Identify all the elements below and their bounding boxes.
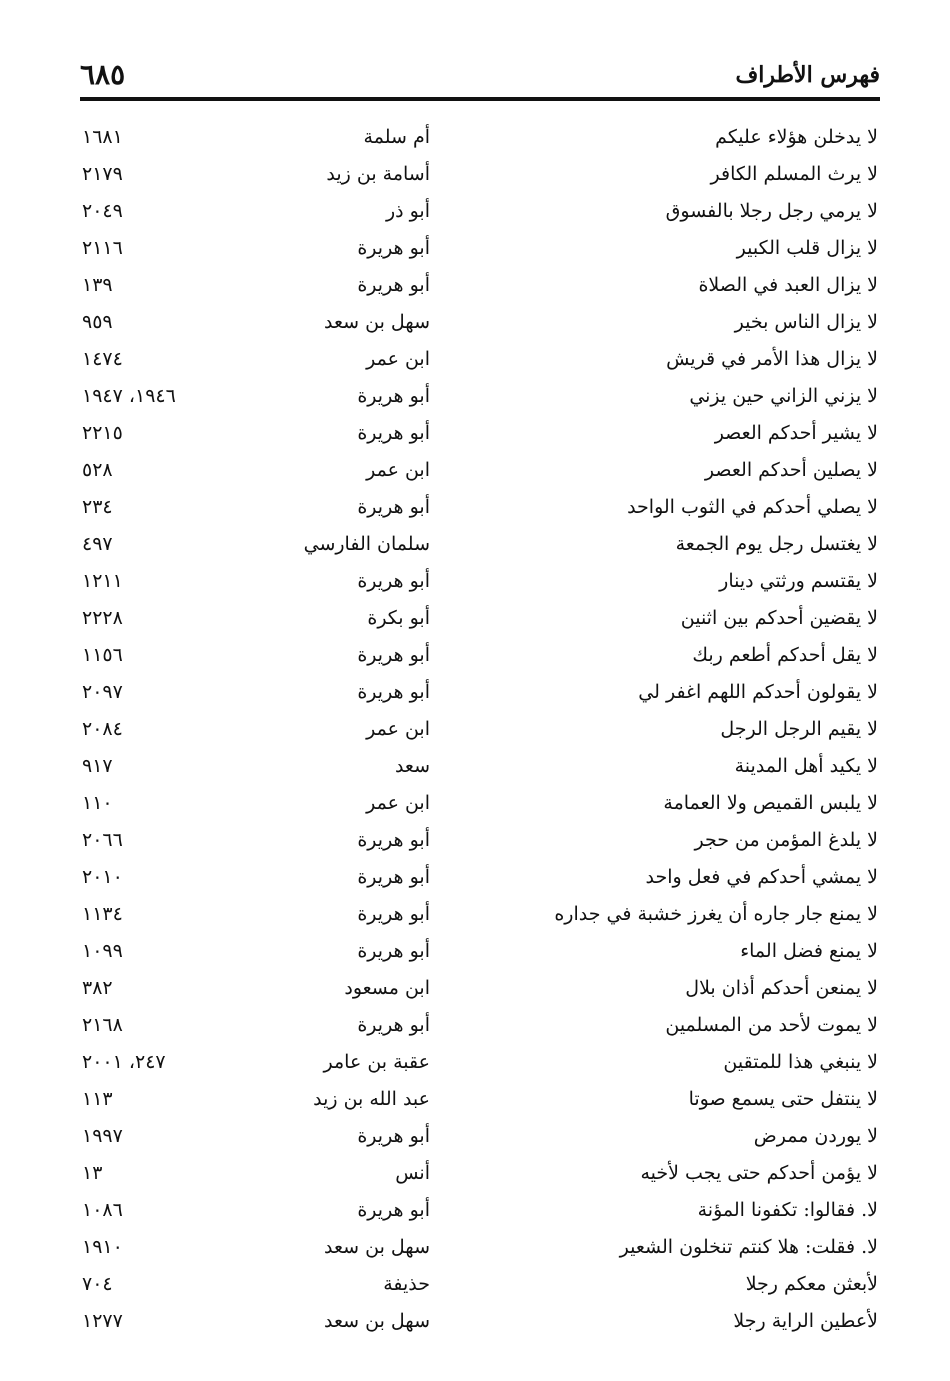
hadith-number: ٢٠٦٦ <box>82 829 123 851</box>
index-row <box>80 340 880 377</box>
index-row <box>80 118 880 155</box>
hadith-number: ٢٢١٥ <box>82 422 123 444</box>
narrator-name: ابن عمر <box>366 718 430 740</box>
narrator-name: عقبة بن عامر <box>323 1051 430 1073</box>
hadith-opening: لا يؤمن أحدكم حتى يجب لأخيه <box>640 1162 878 1184</box>
index-row <box>80 673 880 710</box>
hadith-opening: لا يرمي رجل رجلا بالفسوق <box>665 200 878 222</box>
hadith-number: ١٠٩٩ <box>82 940 123 962</box>
index-row <box>80 821 880 858</box>
hadith-number: ٥٢٨ <box>82 459 113 481</box>
index-row <box>80 1080 880 1117</box>
index-row <box>80 229 880 266</box>
hadith-number: ١٩٤٦، ١٩٤٧ <box>82 385 176 407</box>
narrator-name: ابن عمر <box>366 348 430 370</box>
index-row <box>80 969 880 1006</box>
hadith-opening: لا يزال قلب الكبير <box>736 237 878 259</box>
narrator-name: عبد الله بن زيد <box>313 1088 430 1110</box>
narrator-name: أبو هريرة <box>357 644 430 666</box>
hadith-opening: لا يغتسل رجل يوم الجمعة <box>675 533 878 555</box>
narrator-name: ابن عمر <box>366 792 430 814</box>
index-row <box>80 525 880 562</box>
index-row <box>80 414 880 451</box>
hadith-number: ٢٣٤ <box>82 496 113 518</box>
hadith-number: ١١٣ <box>82 1088 113 1110</box>
narrator-name: أبو هريرة <box>357 274 430 296</box>
index-row <box>80 303 880 340</box>
hadith-number: ١٤٧٤ <box>82 348 123 370</box>
index-row <box>80 1006 880 1043</box>
narrator-name: سهل بن سعد <box>324 1310 430 1332</box>
hadith-opening: لا يزال العبد في الصلاة <box>698 274 878 296</box>
hadith-number: ١١٥٦ <box>82 644 123 666</box>
narrator-name: أبو هريرة <box>357 940 430 962</box>
index-row <box>80 1228 880 1265</box>
hadith-number: ٢٢٢٨ <box>82 607 123 629</box>
hadith-opening: لا. فقالوا: تكفونا المؤنة <box>697 1199 878 1221</box>
index-row <box>80 451 880 488</box>
page-title: فهرس الأطراف <box>735 62 880 88</box>
index-row <box>80 1117 880 1154</box>
narrator-name: أبو هريرة <box>357 1125 430 1147</box>
hadith-number: ٢٤٧، ٢٠٠١ <box>82 1051 166 1073</box>
index-row <box>80 895 880 932</box>
hadith-number: ٧٠٤ <box>82 1273 113 1295</box>
page-number: ٦٨٥ <box>80 58 126 91</box>
index-row <box>80 1043 880 1080</box>
hadith-number: ٢١٦٨ <box>82 1014 123 1036</box>
index-row <box>80 599 880 636</box>
hadith-number: ٢٠٨٤ <box>82 718 123 740</box>
hadith-number: ١٣٩ <box>82 274 113 296</box>
narrator-name: أبو هريرة <box>357 681 430 703</box>
hadith-number: ١١٣٤ <box>82 903 123 925</box>
narrator-name: سعد <box>394 755 430 777</box>
index-row <box>80 488 880 525</box>
index-row <box>80 1191 880 1228</box>
hadith-opening: لا يكيد أهل المدينة <box>734 755 878 777</box>
hadith-opening: لا يمشي أحدكم في فعل واحد <box>645 866 878 888</box>
hadith-number: ١٩٩٧ <box>82 1125 123 1147</box>
narrator-name: أبو بكرة <box>367 607 430 629</box>
hadith-opening: لا يلبس القميص ولا العمامة <box>663 792 878 814</box>
index-row <box>80 932 880 969</box>
narrator-name: أبو ذر <box>385 200 430 222</box>
hadith-opening: لأبعثن معكم رجلا <box>745 1273 878 1295</box>
hadith-opening: لا يقولون أحدكم اللهم اغفر لي <box>638 681 878 703</box>
index-row <box>80 636 880 673</box>
narrator-name: أبو هريرة <box>357 829 430 851</box>
narrator-name: أبو هريرة <box>357 903 430 925</box>
hadith-number: ٢٠١٠ <box>82 866 123 888</box>
narrator-name: سهل بن سعد <box>324 311 430 333</box>
narrator-name: أبو هريرة <box>357 1014 430 1036</box>
hadith-number: ٣٨٢ <box>82 977 113 999</box>
narrator-name: أبو هريرة <box>357 496 430 518</box>
narrator-name: ابن عمر <box>366 459 430 481</box>
index-row <box>80 192 880 229</box>
hadith-opening: لا يزال الناس بخير <box>734 311 878 333</box>
hadith-opening: لا يوردن ممرض <box>753 1125 878 1147</box>
hadith-opening: لا يزني الزاني حين يزني <box>689 385 878 407</box>
narrator-name: أنس <box>395 1162 430 1184</box>
narrator-name: ابن مسعود <box>344 977 430 999</box>
narrator-name: أبو هريرة <box>357 237 430 259</box>
index-row <box>80 710 880 747</box>
hadith-opening: لا يمنعن أحدكم أذان بلال <box>685 977 878 999</box>
hadith-opening: لا ينبغي هذا للمتقين <box>723 1051 878 1073</box>
index-row <box>80 377 880 414</box>
index-row <box>80 1265 880 1302</box>
narrator-name: أبو هريرة <box>357 385 430 407</box>
page-header <box>80 58 880 92</box>
narrator-name: أبو هريرة <box>357 570 430 592</box>
index-row <box>80 784 880 821</box>
hadith-number: ١٩١٠ <box>82 1236 123 1258</box>
index-row <box>80 562 880 599</box>
index-row <box>80 155 880 192</box>
hadith-number: ٩١٧ <box>82 755 113 777</box>
hadith-opening: لا يرث المسلم الكافر <box>710 163 878 185</box>
hadith-opening: لا يدخلن هؤلاء عليكم <box>715 126 878 148</box>
narrator-name: أبو هريرة <box>357 1199 430 1221</box>
narrator-name: أبو هريرة <box>357 866 430 888</box>
narrator-name: سلمان الفارسي <box>303 533 430 555</box>
hadith-opening: لأعطين الراية رجلا <box>733 1310 878 1332</box>
hadith-number: ١١٠ <box>82 792 113 814</box>
index-row <box>80 747 880 784</box>
hadith-opening: لا يقيم الرجل الرجل <box>720 718 878 740</box>
hadith-opening: لا ينتفل حتى يسمع صوتا <box>688 1088 878 1110</box>
narrator-name: سهل بن سعد <box>324 1236 430 1258</box>
hadith-opening: لا يلدغ المؤمن من حجر <box>694 829 878 851</box>
hadith-opening: لا. فقلت: هلا كنتم تنخلون الشعير <box>619 1236 878 1258</box>
narrator-name: أبو هريرة <box>357 422 430 444</box>
hadith-number: ١٣ <box>82 1162 103 1184</box>
index-row <box>80 1154 880 1191</box>
narrator-name: حذيفة <box>383 1273 430 1295</box>
hadith-opening: لا يصلين أحدكم العصر <box>704 459 878 481</box>
index-row <box>80 266 880 303</box>
hadith-opening: لا يمنع جار جاره أن يغرز خشبة في جداره <box>554 903 878 925</box>
hadith-number: ١٦٨١ <box>82 126 123 148</box>
index-row <box>80 1302 880 1339</box>
hadith-opening: لا يزال هذا الأمر في قريش <box>666 348 878 370</box>
hadith-number: ٢٠٤٩ <box>82 200 123 222</box>
hadith-number: ٢١١٦ <box>82 237 123 259</box>
index-row <box>80 858 880 895</box>
hadith-number: ٢١٧٩ <box>82 163 123 185</box>
hadith-number: ١٠٨٦ <box>82 1199 123 1221</box>
hadith-number: ٤٩٧ <box>82 533 113 555</box>
hadith-number: ٩٥٩ <box>82 311 113 333</box>
index-table <box>80 118 880 1339</box>
hadith-opening: لا يشير أحدكم العصر <box>714 422 878 444</box>
hadith-number: ١٢٧٧ <box>82 1310 123 1332</box>
hadith-number: ١٢١١ <box>82 570 123 592</box>
narrator-name: أسامة بن زيد <box>326 163 430 185</box>
hadith-opening: لا يقتسم ورثتي دينار <box>719 570 878 592</box>
narrator-name: أم سلمة <box>363 126 430 148</box>
hadith-opening: لا يمنع فضل الماء <box>740 940 878 962</box>
hadith-opening: لا يقل أحدكم أطعم ربك <box>692 644 878 666</box>
hadith-opening: لا يقضين أحدكم بين اثنين <box>680 607 878 629</box>
hadith-opening: لا يصلي أحدكم في الثوب الواحد <box>627 496 878 518</box>
hadith-number: ٢٠٩٧ <box>82 681 123 703</box>
header-rule <box>80 97 880 101</box>
hadith-opening: لا يموت لأحد من المسلمين <box>665 1014 878 1036</box>
